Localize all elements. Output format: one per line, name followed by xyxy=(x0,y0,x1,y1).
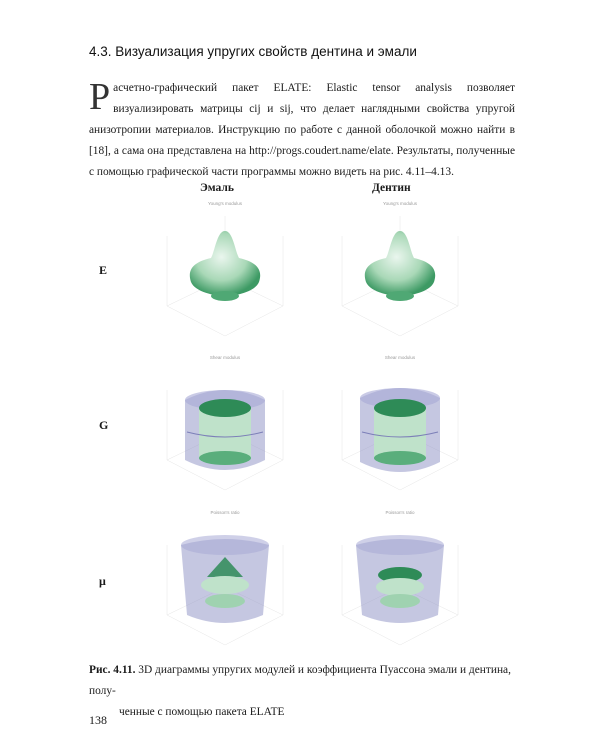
caption-text-line2: ченные с помощью пакета ELATE xyxy=(119,706,285,718)
plot-title: Poisson's ratio xyxy=(210,510,240,515)
row-label-e: E xyxy=(99,263,108,277)
young-modulus-3d-plot xyxy=(330,196,470,344)
poisson-ratio-3d-plot xyxy=(155,505,295,653)
plot-title: Shear modulus xyxy=(209,355,241,360)
plot-shear-enamel xyxy=(155,350,295,498)
plot-title: Shear modulus xyxy=(384,355,416,360)
plot-title: Young's modulus xyxy=(208,201,242,206)
plot-young-dentin xyxy=(330,196,470,344)
shear-modulus-3d-plot xyxy=(330,350,470,498)
body-paragraph xyxy=(89,78,515,183)
row-label-mu: μ xyxy=(99,574,106,588)
paragraph-text: асчетно-графический пакет ELATE: Elastic tensor analysis позволяет визуализировать матрицы cij и sij, что делает наглядными свойства упругой анизотропии материалов. Инструкцию по работе с данной оболочкой можно найти в [18], а сама она представлена на http://progs.coudert.name/elate. Результаты, полученные с помощью графической части программы можно видеть на рис. 4.11–4.13. xyxy=(89,82,515,178)
section-title: 4.3. Визуализация упругих свойств дентина и эмали xyxy=(89,44,417,59)
row-label-g: G xyxy=(99,418,109,432)
plot-shear-dentin xyxy=(330,350,470,498)
shear-modulus-3d-plot xyxy=(155,350,295,498)
young-modulus-3d-plot xyxy=(155,196,295,344)
plot-young-enamel xyxy=(155,196,295,344)
column-header-enamel: Эмаль xyxy=(200,182,234,194)
plot-poisson-dentin xyxy=(330,505,470,653)
page-number: 138 xyxy=(89,713,107,727)
caption-text-line1: 3D диаграммы упругих модулей и коэффициента Пуассона эмали и дентина, полу- xyxy=(89,664,511,697)
figure-caption xyxy=(89,660,529,723)
plot-poisson-enamel xyxy=(155,505,295,653)
column-header-dentin: Дентин xyxy=(372,182,411,194)
drop-cap: Р xyxy=(89,76,111,118)
plot-title: Poisson's ratio xyxy=(385,510,415,515)
caption-label: Рис. 4.11. xyxy=(89,664,136,676)
plot-title: Young's modulus xyxy=(383,201,417,206)
poisson-ratio-3d-plot xyxy=(330,505,470,653)
